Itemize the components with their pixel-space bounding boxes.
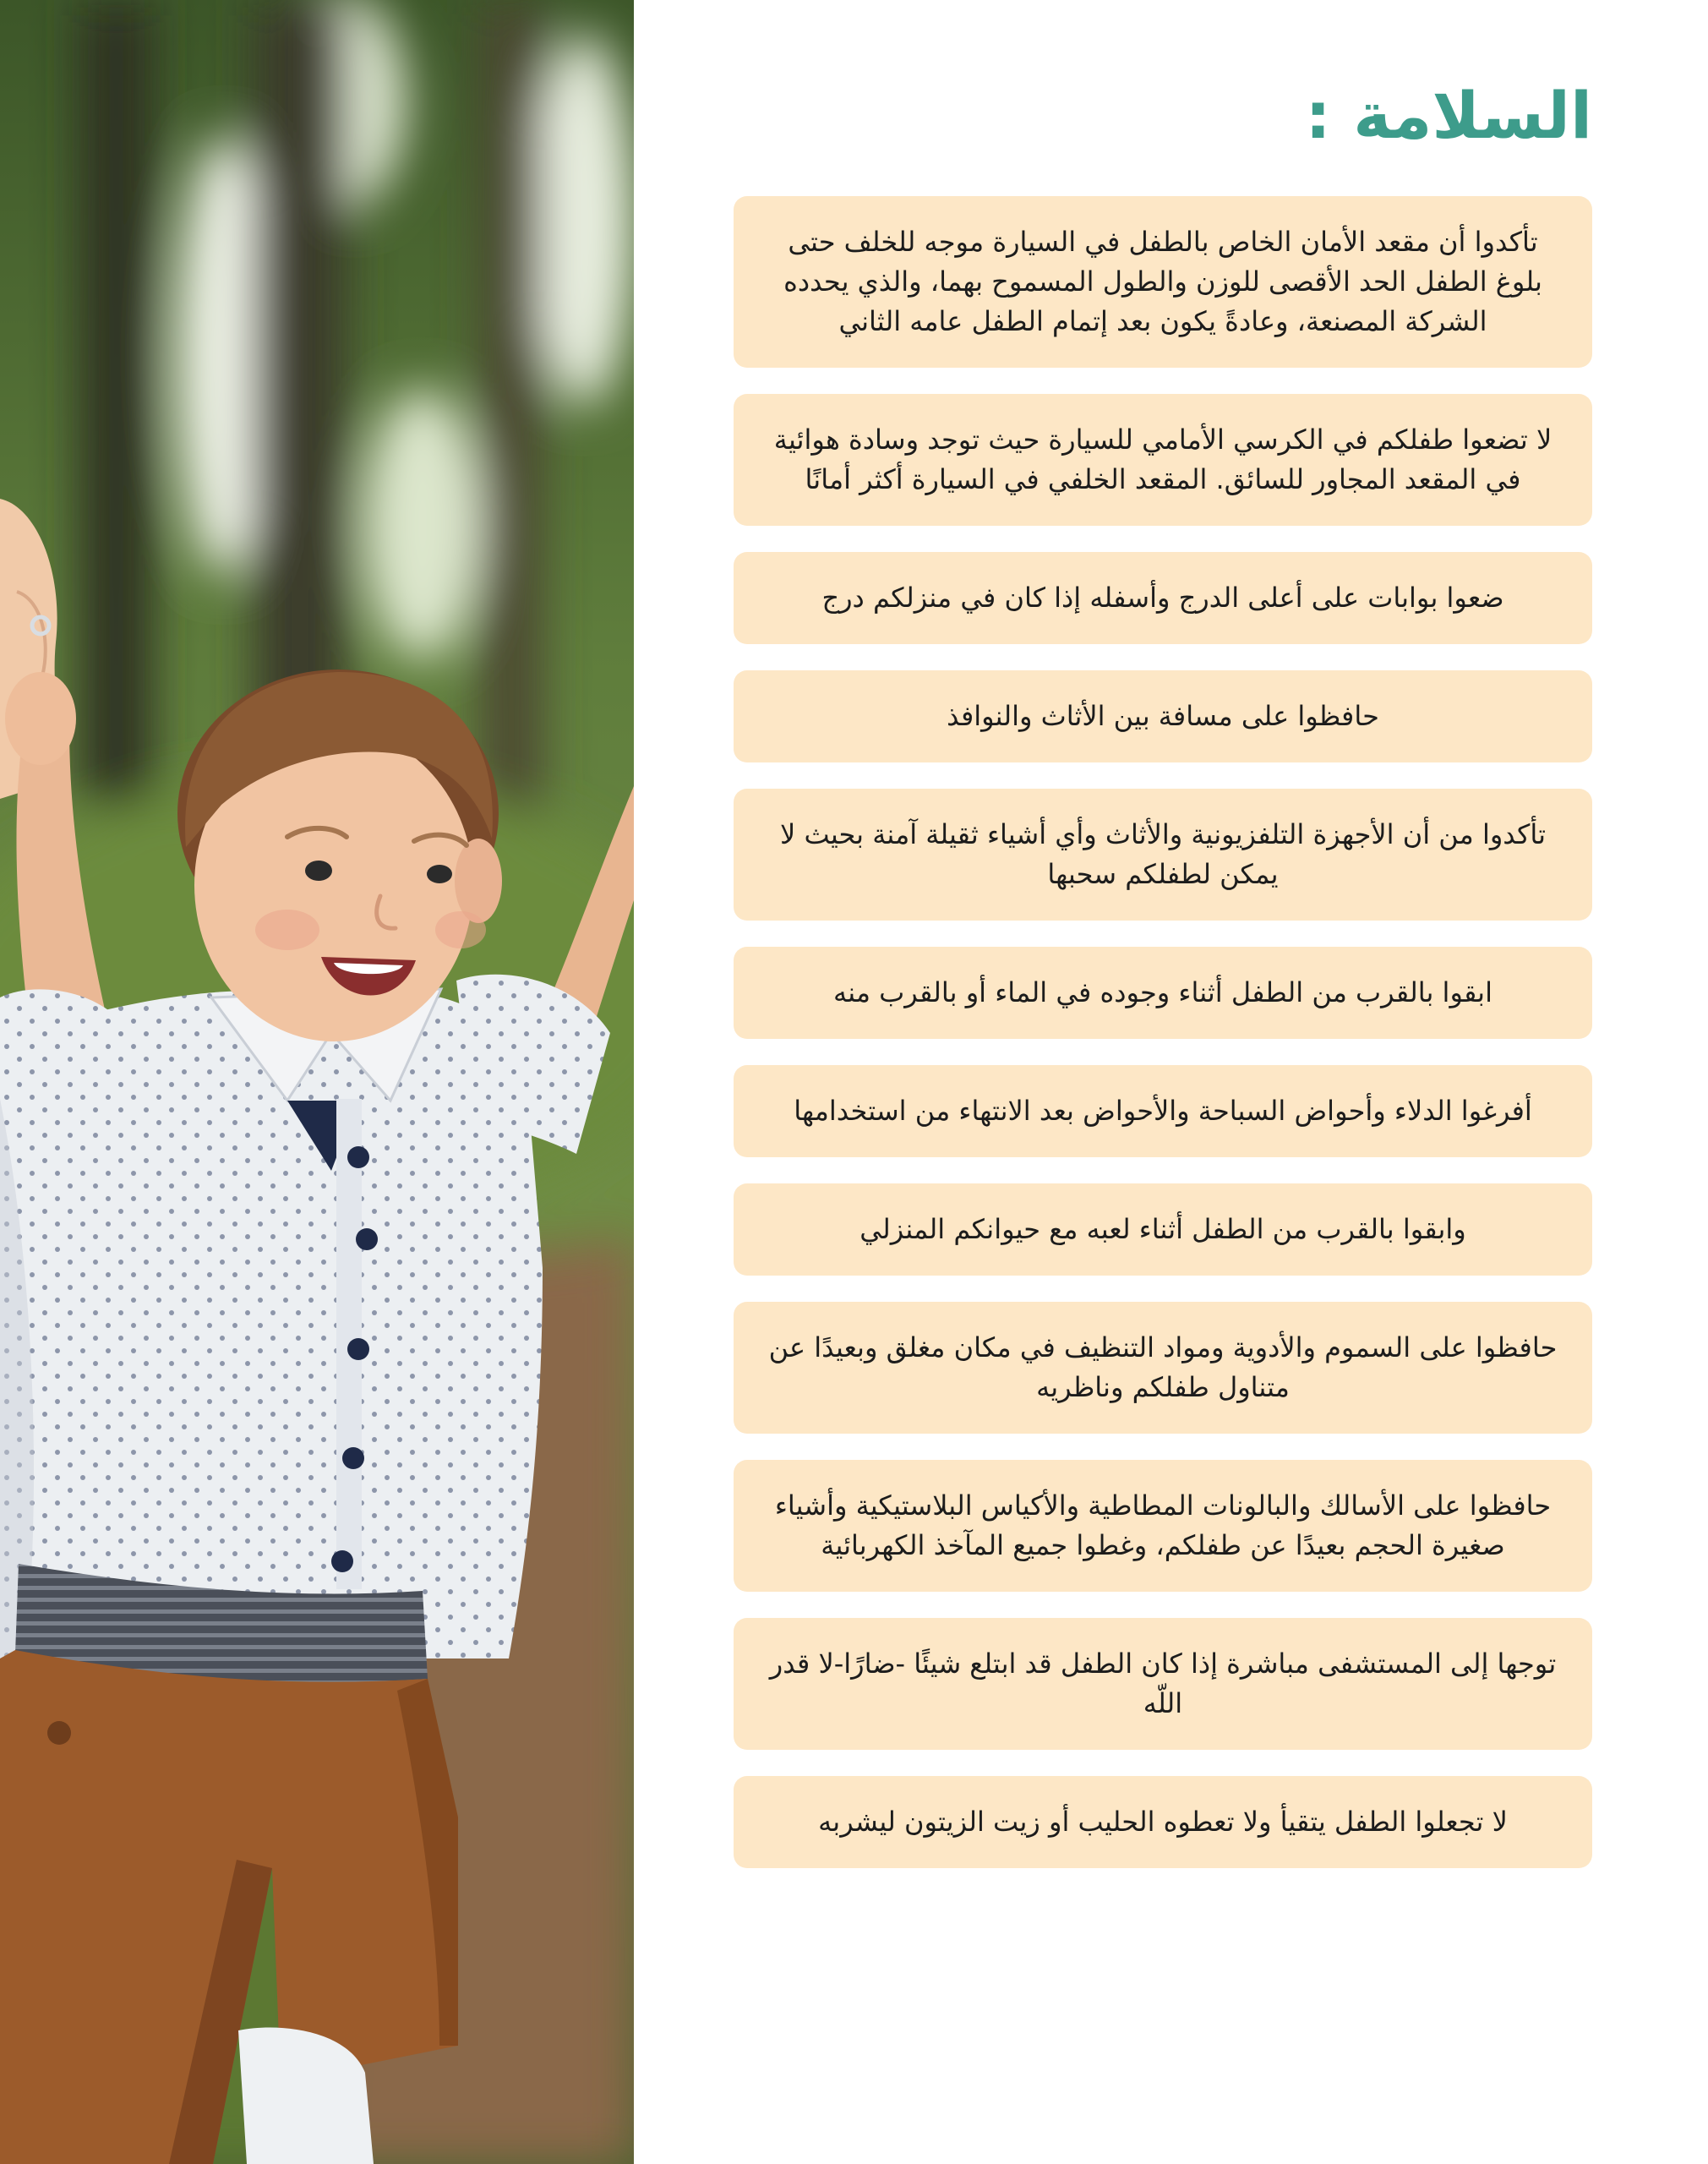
safety-tip-text: حافظوا على الأسالك والبالونات المطاطية والأكياس البلاستيكية وأشياء صغيرة الحجم بعيدًا عن طفلكم، وغطوا جميع المآخذ الكهربائية <box>774 1489 1552 1561</box>
safety-tip-text: توجها إلى المستشفى مباشرة إذا كان الطفل قد ابتلع شيئًا -ضارًا-لا قدر اللّه <box>769 1648 1557 1719</box>
safety-tip-card <box>734 789 1592 921</box>
safety-tip-text: لا تجعلوا الطفل يتقيأ ولا تعطوه الحليب أو زيت الزيتون ليشربه <box>818 1806 1508 1838</box>
safety-tip-card <box>734 1302 1592 1434</box>
child-photo <box>0 0 634 2164</box>
safety-tip-text: ضعوا بوابات على أعلى الدرج وأسفله إذا كان في منزلكم درج <box>821 582 1504 614</box>
safety-tip-card <box>734 1776 1592 1868</box>
safety-tip-card <box>734 196 1592 368</box>
page-title: السلامة : <box>1305 78 1592 153</box>
safety-tip-text: لا تضعوا طفلكم في الكرسي الأمامي للسيارة حيث توجد وسادة هوائية في المقعد المجاور للسائق. المقعد الخلفي في السيارة أكثر أمانًا <box>773 424 1552 495</box>
safety-tip-card <box>734 394 1592 526</box>
safety-tip-text: ابقوا بالقرب من الطفل أثناء وجوده في الماء أو بالقرب منه <box>833 976 1492 1008</box>
safety-tip-card <box>734 1618 1592 1750</box>
child-photo-image <box>0 0 634 2164</box>
safety-tip-text: حافظوا على السموم والأدوية ومواد التنظيف في مكان مغلق وبعيدًا عن متناول طفلكم وناظريه <box>768 1331 1558 1403</box>
safety-tip-card <box>734 1065 1592 1157</box>
safety-tip-card <box>734 552 1592 644</box>
safety-tip-text: تأكدوا من أن الأجهزة التلفزيونية والأثاث وأي أشياء ثقيلة آمنة بحيث لا يمكن لطفلكم سحبها <box>780 818 1546 890</box>
safety-tip-card <box>734 1460 1592 1592</box>
safety-tip-text: تأكدوا أن مقعد الأمان الخاص بالطفل في السيارة موجه للخلف حتى بلوغ الطفل الحد الأقصى للوزن والطول المسموح بهما، والذي يحدده الشركة المصنعة، وعادةً يكون بعد إتمام الطفل عامه الثاني <box>783 226 1542 337</box>
safety-tip-card <box>734 670 1592 762</box>
safety-tip-text: حافظوا على مسافة بين الأثاث والنوافذ <box>947 700 1379 732</box>
safety-tip-card <box>734 947 1592 1039</box>
safety-tip-text: وابقوا بالقرب من الطفل أثناء لعبه مع حيوانكم المنزلي <box>859 1213 1466 1245</box>
safety-tip-text: أفرغوا الدلاء وأحواض السباحة والأحواض بعد الانتهاء من استخدامها <box>794 1095 1532 1127</box>
safety-tip-card <box>734 1183 1592 1276</box>
safety-tips-list <box>734 196 1592 1868</box>
